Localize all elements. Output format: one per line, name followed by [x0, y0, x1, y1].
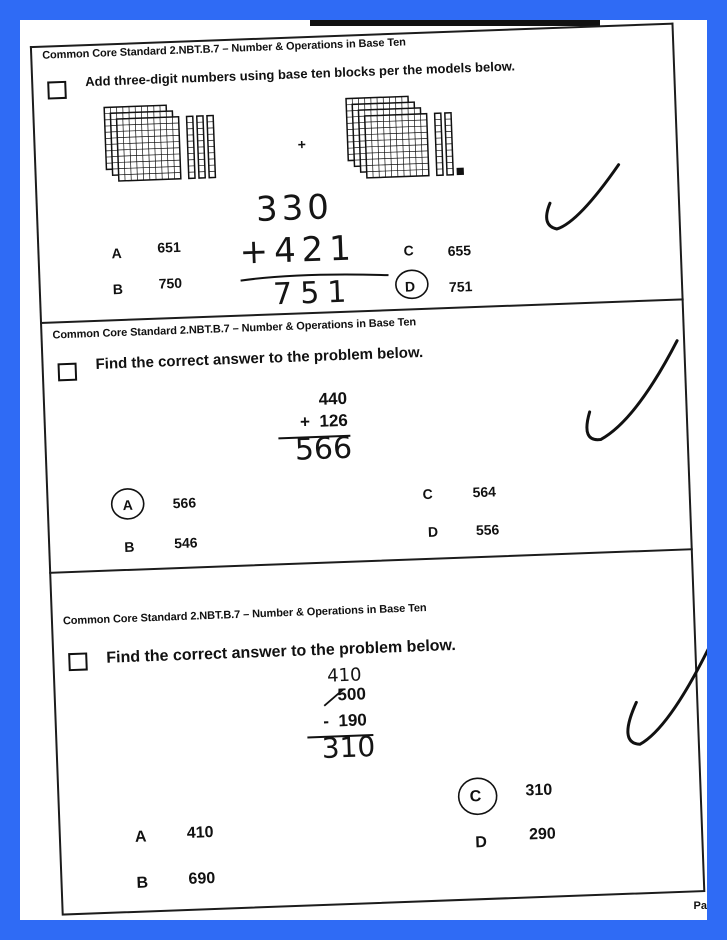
- circle-choice-a-mark: [108, 484, 149, 523]
- checkmark-icon: [573, 338, 687, 452]
- choice-d-value: 751: [448, 278, 473, 295]
- choice-a-letter: A: [134, 828, 147, 846]
- question-2-instruction: Find the correct answer to the problem below.: [95, 343, 424, 373]
- question-1-checkbox-icon[interactable]: [47, 81, 67, 100]
- handwritten-answer-3: 310: [321, 729, 376, 765]
- worksheet-page: [20, 20, 707, 920]
- checkmark-icon: [612, 629, 707, 763]
- choice-b-value: 546: [173, 534, 198, 552]
- choice-a-letter: A: [111, 244, 122, 262]
- question-1-standard: Common Core Standard 2.NBT.B.7 – Number & Operations in Base Ten: [42, 36, 407, 62]
- choice-a-value: 566: [172, 494, 197, 512]
- ten-rod-block: [187, 116, 195, 178]
- question-3-standard: Common Core Standard 2.NBT.B.7 – Number & Operations in Base Ten: [62, 602, 427, 628]
- choice-c-letter: C: [469, 788, 482, 806]
- choice-a-value: 410: [186, 823, 214, 842]
- ten-rod-block: [435, 113, 443, 175]
- page-footer-label: Pa: [693, 900, 707, 912]
- choice-b-letter: B: [136, 874, 149, 892]
- choice-c-letter: C: [422, 485, 433, 503]
- choice-d-letter: D: [475, 833, 488, 852]
- hundred-flat-block: [365, 114, 429, 178]
- choice-d-value: 290: [528, 825, 557, 844]
- choice-c-value: 310: [525, 781, 553, 800]
- choice-a-letter: A: [122, 496, 134, 514]
- question-3-checkbox-icon[interactable]: [68, 652, 88, 671]
- handwritten-addend-1: 330: [255, 187, 334, 230]
- question-3-box: [49, 548, 705, 915]
- one-unit-block: [457, 168, 463, 174]
- choice-b-value: 750: [158, 274, 183, 292]
- problem-2-bottom-number: + 126: [299, 410, 349, 432]
- crossed-out-digit-mark: [322, 685, 349, 710]
- handwritten-addend-2: +421: [238, 228, 358, 273]
- question-2-standard: Common Core Standard 2.NBT.B.7 – Number & Operations in Base Ten: [52, 316, 417, 342]
- choice-a-value: 651: [157, 238, 181, 256]
- circle-choice-c-mark: [455, 771, 503, 819]
- checkmark-icon: [537, 160, 630, 243]
- question-3-instruction: Find the correct answer to the problem below.: [106, 636, 457, 667]
- choice-d-letter: D: [404, 278, 416, 295]
- choice-d-letter: D: [427, 523, 439, 540]
- ten-rod-block: [445, 113, 453, 175]
- problem-2-top-number: 440: [318, 388, 348, 409]
- question-1-box: [30, 23, 684, 324]
- choice-b-letter: B: [112, 280, 124, 298]
- choice-b-value: 690: [188, 869, 216, 888]
- ten-rod-block: [207, 116, 215, 178]
- choice-c-value: 564: [472, 483, 497, 501]
- plus-sign: +: [297, 136, 307, 153]
- model-b-base-ten-blocks-icon: [346, 92, 530, 199]
- model-a-base-ten-blocks-icon: [104, 102, 267, 192]
- problem-3-bottom-number: - 190: [322, 710, 368, 731]
- question-2-box: [40, 298, 693, 573]
- problem-3-top-number: 500: [337, 684, 367, 705]
- worksheet-content: [20, 20, 707, 920]
- choice-b-letter: B: [123, 538, 135, 556]
- handwritten-regroup: 410: [326, 664, 362, 687]
- handwritten-answer-2: 566: [294, 430, 353, 468]
- choice-d-value: 556: [475, 521, 500, 539]
- choice-c-letter: C: [403, 242, 415, 259]
- ten-rod-block: [197, 116, 205, 178]
- choice-c-value: 655: [447, 242, 472, 259]
- question-1-instruction: Add three-digit numbers using base ten blocks per the models below.: [84, 58, 516, 90]
- question-2-checkbox-icon[interactable]: [58, 363, 78, 382]
- handwritten-sum: 751: [272, 274, 356, 313]
- hundred-flat-block: [117, 117, 181, 181]
